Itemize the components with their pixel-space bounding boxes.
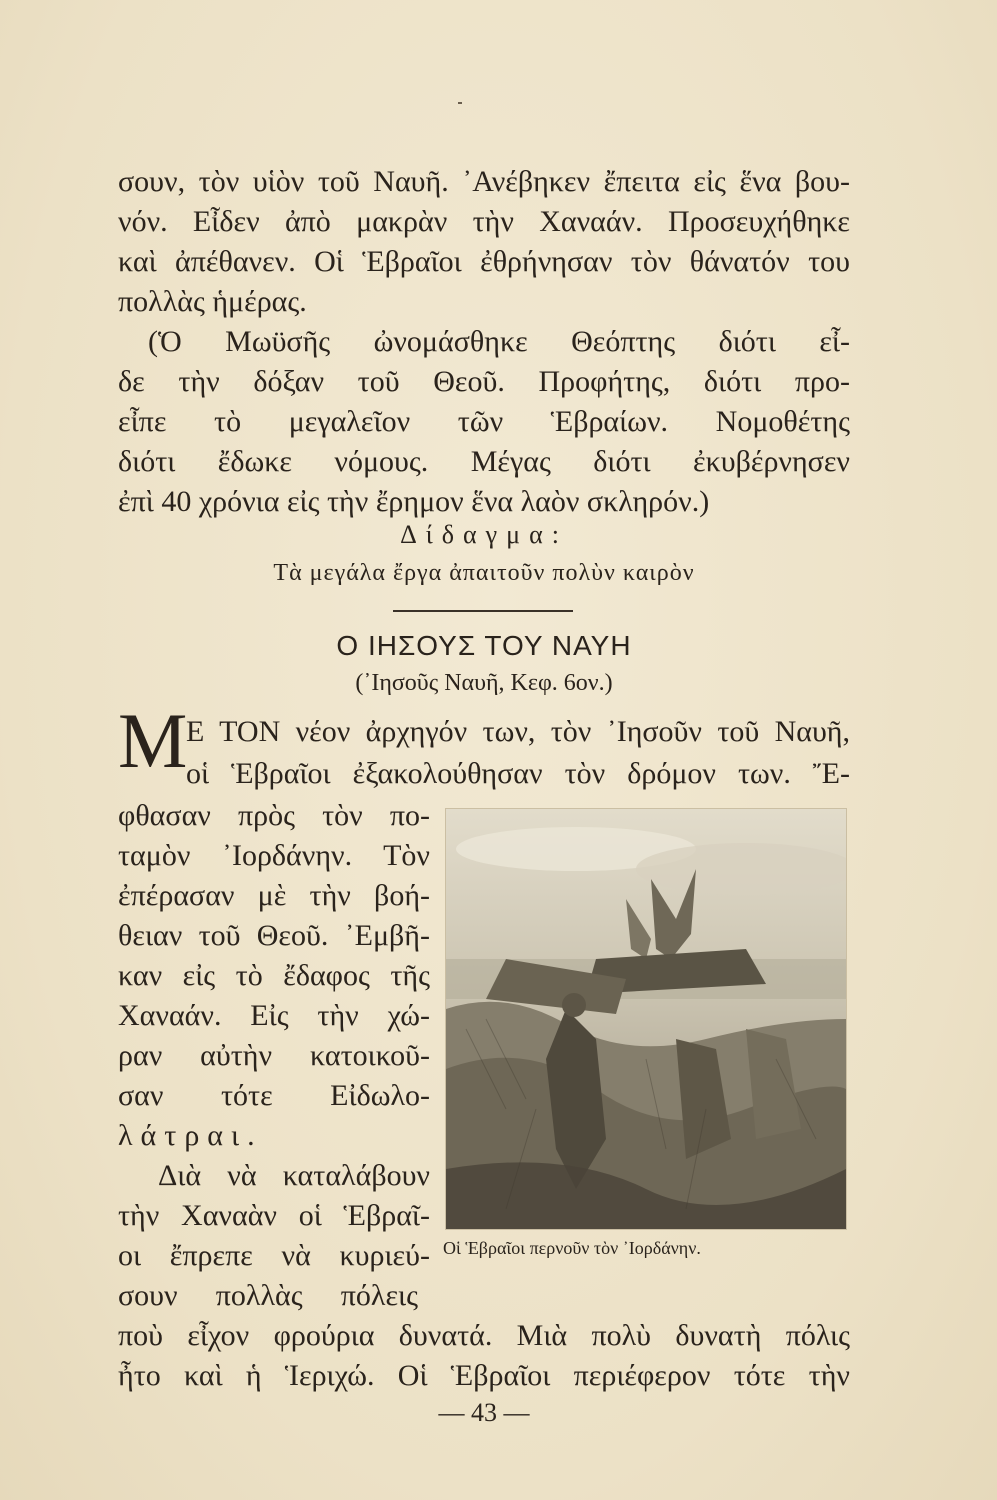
paren-line: ἐπὶ 40 χρόνια εἰς τὴν ἔρημον ἕνα λαὸν σκληρόν.) — [118, 485, 710, 518]
opening-line: οἱ Ἑβραῖοι ἐξακολούθησαν τὸν δρόμον των. Ἔ- — [186, 757, 850, 790]
column-line: σαν τότε Εἰδωλο- — [118, 1079, 430, 1112]
print-speck — [458, 102, 462, 104]
column-line: καν εἰς τὸ ἔδαφος τῆς — [118, 959, 430, 992]
paren-line: δε τὴν δόξαν τοῦ Θεοῦ. Προφήτης, διότι προ- — [118, 365, 850, 398]
lesson-text: Τὰ μεγάλα ἔργα ἀπαιτοῦν πολὺν καιρὸν — [273, 560, 695, 586]
paren-line: (Ὁ Μωϋσῆς ὠνομάσθηκε Θεόπτης διότι εἶ- — [148, 325, 850, 358]
body-line: πολλὰς ἡμέρας. — [118, 285, 307, 318]
column-line: σουν πολλὰς πόλεις — [118, 1279, 418, 1312]
page-number: — 43 — — [438, 1398, 530, 1427]
column-line: φθασαν πρὸς τὸν πο- — [118, 799, 430, 832]
illustration-crossing-jordan — [445, 808, 847, 1230]
body-line: ἦτο καὶ ἡ Ἱεριχώ. Οἱ Ἑβραῖοι περιέφερον τότε τὴν — [118, 1359, 850, 1392]
opening-line: Ε ΤΟΝ νέον ἀρχηγόν των, τὸν ᾿Ιησοῦν τοῦ Ναυῆ, — [186, 715, 850, 748]
column-line: ταμὸν ᾿Ιορδάνην. Τὸν — [118, 839, 430, 872]
column-line: ραν αὐτὴν κατοικοῦ- — [118, 1039, 430, 1072]
drop-cap: Μ — [118, 697, 188, 784]
illustration-caption: Οἱ Ἑβραῖοι περνοῦν τὸν ᾿Ιορδάνην. — [443, 1238, 701, 1258]
chapter-reference: (᾿Ιησοῦς Ναυῆ, Κεφ. 6ον.) — [355, 670, 613, 696]
column-line: θειαν τοῦ Θεοῦ. ᾿Εμβῆ- — [118, 919, 430, 952]
section-divider — [393, 610, 573, 612]
engraving-image — [446, 809, 846, 1229]
column-line: ἐπέρασαν μὲ τὴν βοή- — [118, 879, 430, 912]
column-line: τὴν Χαναὰν οἱ Ἑβραῖ- — [118, 1199, 430, 1232]
lesson-label: Δίδαγμα: — [400, 520, 568, 549]
body-line: νόν. Εἶδεν ἀπὸ μακρὰν τὴν Χαναάν. Προσευχήθηκε — [118, 205, 850, 238]
paren-line: εἶπε τὸ μεγαλεῖον τῶν Ἑβραίων. Νομοθέτης — [118, 405, 850, 438]
paren-line: διότι ἔδωκε νόμους. Μέγας διότι ἐκυβέρνησεν — [118, 445, 850, 478]
column-line: οι ἔπρεπε νὰ κυριεύ- — [118, 1239, 430, 1272]
column-line: Διὰ νὰ καταλάβουν — [158, 1159, 430, 1192]
body-line: σουν, τὸν υἱὸν τοῦ Ναυῆ. ᾿Ανέβηκεν ἔπειτα εἰς ἕνα βου- — [118, 165, 850, 198]
chapter-title: Ο ΙΗΣΟΥΣ ΤΟΥ ΝΑΥΗ — [336, 630, 632, 661]
body-line: ποὺ εἶχον φρούρια δυνατά. Μιὰ πολὺ δυνατὴ πόλις — [118, 1319, 850, 1352]
column-line: λάτραι. — [118, 1119, 263, 1152]
column-line: Χαναάν. Εἰς τὴν χώ- — [118, 999, 430, 1032]
body-line: καὶ ἀπέθανεν. Οἱ Ἑβραῖοι ἐθρήνησαν τὸν θάνατόν του — [118, 245, 850, 278]
